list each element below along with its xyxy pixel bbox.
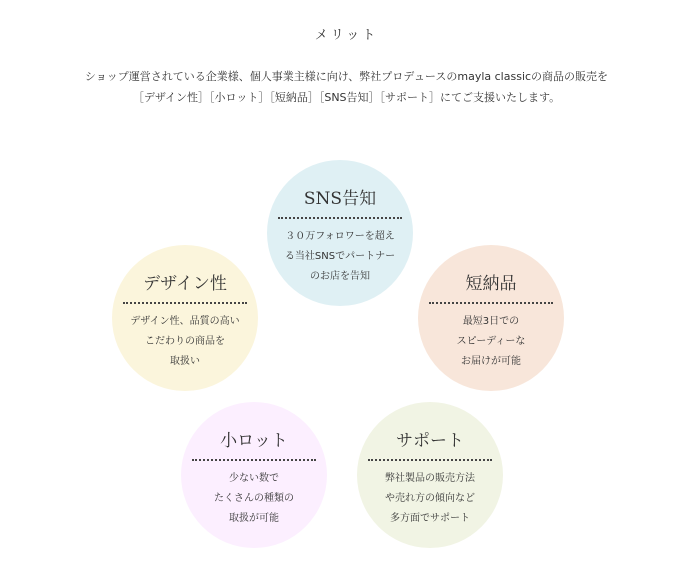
intro-line-2: ［デザイン性］［小ロット］［短納品］［SNS告知］［サポート］にてご支援いたします。 (132, 91, 561, 104)
merit-circle-support (357, 402, 503, 548)
merit-circle-sns (267, 160, 413, 306)
merit-heading-support: サポート (368, 426, 492, 461)
merit-desc-small-lot: 少ない数で たくさんの種類の 取扱が可能 (214, 473, 294, 524)
merit-heading-short-delivery: 短納品 (429, 269, 553, 304)
intro-text (0, 66, 693, 108)
section-title: メリット (314, 28, 379, 43)
merit-circle-short-delivery (418, 245, 564, 391)
intro-line-1: ショップ運営されている企業様、個人事業主様に向け、弊社プロデュースのmayla classicの商品の販売を (84, 70, 609, 83)
merit-desc-sns: ３０万フォロワーを超え る当社SNSでパートナー のお店を告知 (284, 231, 396, 282)
merit-desc-short-delivery: 最短3日での スピーディーな お届けが可能 (456, 316, 526, 367)
merit-heading-small-lot: 小ロット (192, 426, 316, 461)
merit-circle-design (112, 245, 258, 391)
merit-desc-support: 弊社製品の販売方法 や売れ方の傾向など 多方面でサポート (385, 473, 475, 524)
merit-desc-design: デザイン性、品質の高い こだわりの商品を 取扱い (130, 316, 240, 367)
merit-heading-design: デザイン性 (123, 269, 247, 304)
merit-heading-sns: SNS告知 (278, 184, 402, 219)
merit-circle-small-lot (181, 402, 327, 548)
